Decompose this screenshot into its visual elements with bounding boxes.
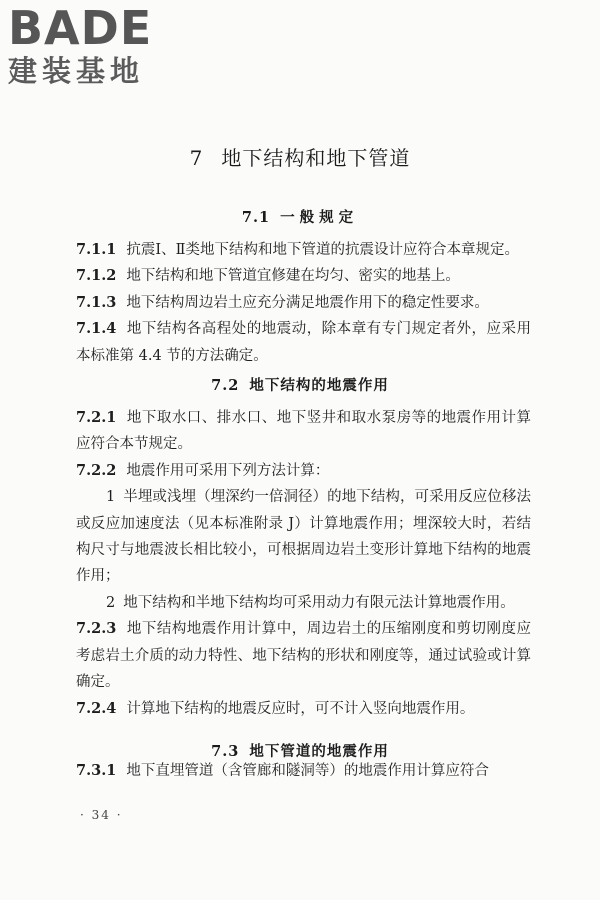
section-title-7-3 xyxy=(0,740,600,761)
item-text: 地下结构和半地下结构均可采用动力有限元法计算地震作用。 xyxy=(123,594,515,611)
clause-7-3-1 xyxy=(76,758,531,784)
clause-7-1-2 xyxy=(76,263,531,289)
clause-number: 7.1.2 xyxy=(76,267,117,285)
section-title-7-2 xyxy=(0,374,600,395)
document-body xyxy=(76,237,531,784)
chapter-title xyxy=(0,142,600,171)
chapter-title-text: 地下结构和地下管道 xyxy=(221,146,411,170)
logo-wordmark: BADE xyxy=(8,1,153,55)
list-item-1 xyxy=(76,484,531,590)
clause-text: 地下结构地震作用计算中，周边岩土的压缩刚度和剪切刚度应考虑岩土介质的动力特性、地下结构的形状和刚度等，通过试验或计算确定。 xyxy=(76,621,531,691)
clause-7-1-4 xyxy=(76,316,531,369)
section-number: 7.1 xyxy=(241,209,271,226)
clause-text: 地下直埋管道（含管廊和隧洞等）的地震作用计算应符合 xyxy=(126,762,489,779)
clause-number: 7.2.2 xyxy=(76,461,117,479)
clause-7-1-3 xyxy=(76,290,531,316)
bade-logo xyxy=(8,1,178,94)
logo-chinese-text: 建装基地 xyxy=(8,54,145,88)
clause-text: 地下结构各高程处的地震动，除本章有专门规定者外，应采用本标准第 4.4 节的方法确定。 xyxy=(76,321,531,364)
section-title-text: 地下管道的地震作用 xyxy=(249,743,389,760)
section-title-text: 地下结构的地震作用 xyxy=(249,377,389,394)
clause-text: 抗震Ⅰ、Ⅱ类地下结构和地下管道的抗震设计应符合本章规定。 xyxy=(126,242,519,258)
clause-7-1-1 xyxy=(76,237,531,263)
clause-7-2-2 xyxy=(76,458,531,484)
section-number: 7.3 xyxy=(211,743,240,760)
list-item-2 xyxy=(76,590,531,616)
clause-text: 地下取水口、排水口、地下竖井和取水泵房等的地震作用计算应符合本节规定。 xyxy=(76,410,531,453)
page-number: · 34 · xyxy=(80,808,123,822)
clause-text: 计算地下结构的地震反应时，可不计入竖向地震作用。 xyxy=(126,700,475,717)
item-number: 1 xyxy=(106,489,116,506)
clause-7-2-4 xyxy=(76,696,531,722)
clause-text: 地下结构和地下管道宜修建在均匀、密实的地基上。 xyxy=(126,268,460,285)
clause-text: 地震作用可采用下列方法计算： xyxy=(126,462,330,479)
item-number: 2 xyxy=(106,594,116,611)
clause-number: 7.1.4 xyxy=(76,320,117,338)
item-text: 半埋或浅埋（埋深约一倍洞径）的地下结构，可采用反应位移法或反应加速度法（见本标准附录 J）计算地震作用；埋深较大时，若结构尺寸与地震波长相比较小，可根据周边岩土变形计算地下结构的地震作用； xyxy=(76,489,531,585)
clause-number: 7.2.1 xyxy=(76,409,117,427)
clause-number: 7.1.3 xyxy=(76,293,117,311)
section-number: 7.2 xyxy=(211,377,240,394)
chapter-number: 7 xyxy=(189,146,204,170)
section-title-text: 一般规定 xyxy=(280,209,359,226)
clause-number: 7.2.4 xyxy=(76,699,117,717)
clause-text: 地下结构周边岩土应充分满足地震作用下的稳定性要求。 xyxy=(126,294,489,311)
clause-7-2-1 xyxy=(76,405,531,458)
clause-number: 7.3.1 xyxy=(76,761,117,779)
section-title-7-1 xyxy=(0,206,600,227)
clause-7-2-3 xyxy=(76,616,531,695)
clause-number: 7.1.1 xyxy=(76,241,117,258)
clause-number: 7.2.3 xyxy=(76,620,117,638)
